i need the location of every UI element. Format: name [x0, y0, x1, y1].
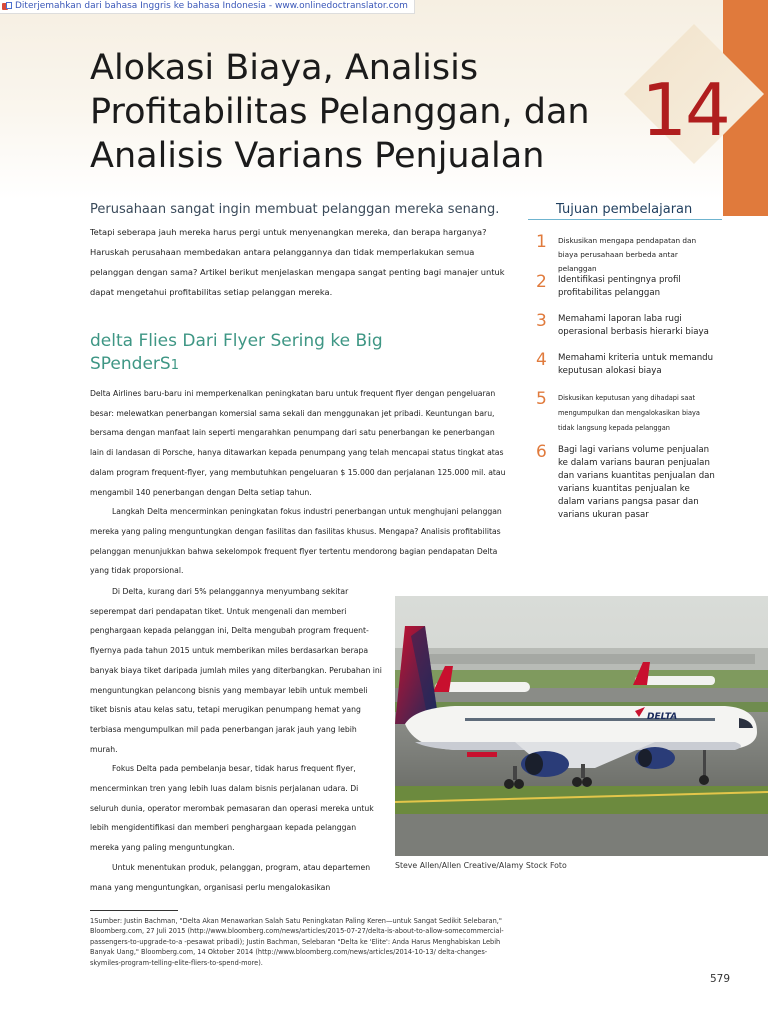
translator-banner[interactable] — [0, 0, 415, 14]
footnote-divider — [90, 910, 178, 911]
learning-objectives-heading: Tujuan pembelajaran — [528, 202, 722, 220]
objective-number: 6 — [536, 442, 547, 462]
article-paragraph: Untuk menentukan produk, pelanggan, program, atau departemen mana yang menguntungkan, organisasi perlu mengalokasikan — [90, 862, 371, 892]
intro-lead: Perusahaan sangat ingin membuat pelanggan mereka senang. — [90, 202, 500, 217]
intro-body: Tetapi seberapa jauh mereka harus pergi untuk menyenangkan mereka, dan berapa harganya? Haruskah perusahaan membedakan antara pelanggannya dan tidak memperlakukan semua pelanggan dengan sama? Artikel berikut menjelaskan mengapa sangat penting bagi manajer untuk dapat mengetahui profitabilitas setiap pelanggan mereka. — [90, 227, 505, 297]
footnote: 1Sumber: Justin Bachman, "Delta Akan Menawarkan Salah Satu Peningkatan Paling Keren—untuk Sangat Sedikit Selebaran," Bloomberg.com, 27 Juli 2015 (http://www.bloomberg.com/news/articles/2015-07-27/delta-is-about-to-allow-somecommercial-passengers-to-upgrade-to-a -pesawat pribadi); Justin Bachman, Selebaran "Delta ke 'Elite': Anda Harus Menghabiskan Lebih Banyak Uang," Bloomberg.com, 14 Oktober 2014 (http://www.bloomberg.com/news/articles/2014-10-13/ delta-changes-skymiles-program-telling-elite-fliers-to-spend-more). — [90, 917, 504, 967]
page-number: 579 — [709, 973, 730, 985]
objective-number: 5 — [536, 389, 547, 409]
article-paragraph: Delta Airlines baru-baru ini memperkenalkan peningkatan baru untuk frequent flyer dengan pengeluaran besar: melewatkan penerbangan komersial sama sekali dan menggunakan jet pribadi. Keuntungan baru, bersama dengan manfaat lain seperti mengarahkan penumpang dari satu penerbangan ke penerbangan lain di landasan di Porsche, hanya ditawarkan kepada penumpang yang telah mencapai status tingkat atas dalam program frequent-flyer, yang membutuhkan pengeluaran $ 15.000 dan perjalanan 125.000 mil. atau mengambil 140 penerbangan dengan Delta setiap tahun. — [90, 389, 506, 497]
objective-item — [536, 350, 716, 378]
translator-icon — [2, 2, 12, 11]
objective-text: Diskusikan keputusan yang dihadapi saat mengumpulkan dan mengalokasikan biaya tidak langsung kepada pelanggan — [558, 394, 700, 432]
section-heading-text: delta Flies Dari Flyer Sering ke Big SPenderS — [90, 331, 383, 374]
article-body-narrow — [90, 582, 382, 897]
objective-text: Memahami laporan laba rugi operasional berbasis hierarki biaya — [558, 314, 709, 337]
objective-item — [536, 232, 716, 276]
section-heading — [90, 330, 410, 377]
chapter-title: Alokasi Biaya, Analisis Profitabilitas Pelanggan, dan Analisis Varians Penjualan — [90, 48, 590, 176]
photo-credit: Steve Allen/Allen Creative/Alamy Stock Foto — [395, 861, 567, 870]
objective-number: 3 — [536, 311, 547, 331]
objective-item — [536, 272, 716, 300]
airplane-photo — [395, 596, 768, 856]
article-body-wide — [90, 384, 508, 581]
objective-text: Identifikasi pentingnya profil profitabilitas pelanggan — [558, 275, 681, 298]
objective-number: 1 — [536, 232, 547, 252]
objective-item — [536, 389, 716, 436]
objective-number: 2 — [536, 272, 547, 292]
article-paragraph: Fokus Delta pada pembelanja besar, tidak harus frequent flyer, mencerminkan tren yang lebih luas dalam bisnis perjalanan udara. Di seluruh dunia, operator merombak pemasaran dan operasi mereka untuk lebih mengidentifikasi dan memberi penghargaan kepada pelanggan mereka yang paling menguntungkan. — [90, 764, 374, 853]
chapter-number: 14 — [641, 68, 729, 152]
objective-number: 4 — [536, 350, 547, 370]
objective-item — [536, 442, 716, 522]
section-heading-footnote-mark: 1 — [170, 358, 179, 373]
objective-text: Bagi lagi varians volume penjualan ke dalam varians bauran penjualan dan varians kuantitas penjualan dan varians kuantitas penjualan ke dalam varians pangsa pasar dan varians ukuran pasar — [558, 445, 715, 520]
article-paragraph: Di Delta, kurang dari 5% pelanggannya menyumbang sekitar seperempat dari pendapatan tiket. Untuk mengenali dan memberi penghargaan kepada pelanggan ini, Delta mengubah program frequent-flyernya pada tahun 2015 untuk memberikan miles berdasarkan berapa banyak biaya tiket daripada jumlah miles yang diterbangkan. Perubahan ini menguntungkan pelancong bisnis yang membayar lebih untuk membeli tiket bisnis atau kelas satu, tetapi merugikan penumpang hemat yang terbiasa mengumpulkan mil pada penerbangan jarak jauh yang lebih murah. — [90, 587, 382, 754]
translator-banner-text[interactable]: Diterjemahkan dari bahasa Inggris ke bahasa Indonesia - www.onlinedoctranslator.com — [15, 1, 408, 11]
objective-text: Memahami kriteria untuk memandu keputusan alokasi biaya — [558, 353, 714, 376]
article-paragraph: Langkah Delta mencerminkan peningkatan fokus industri penerbangan untuk menghujani pelanggan mereka yang paling menguntungkan dengan fasilitas dan fasilitas khusus. Mengapa? Analisis profitabilitas pelanggan menunjukkan bahwa sekelompok frequent flyer tertentu mendorong bagian pendapatan Delta yang tidak proporsional. — [90, 507, 502, 576]
delta-livery-text: DELTA — [647, 712, 678, 722]
objective-item — [536, 311, 716, 339]
objective-text: Diskusikan mengapa pendapatan dan biaya perusahaan berbeda antar pelanggan — [558, 236, 697, 273]
